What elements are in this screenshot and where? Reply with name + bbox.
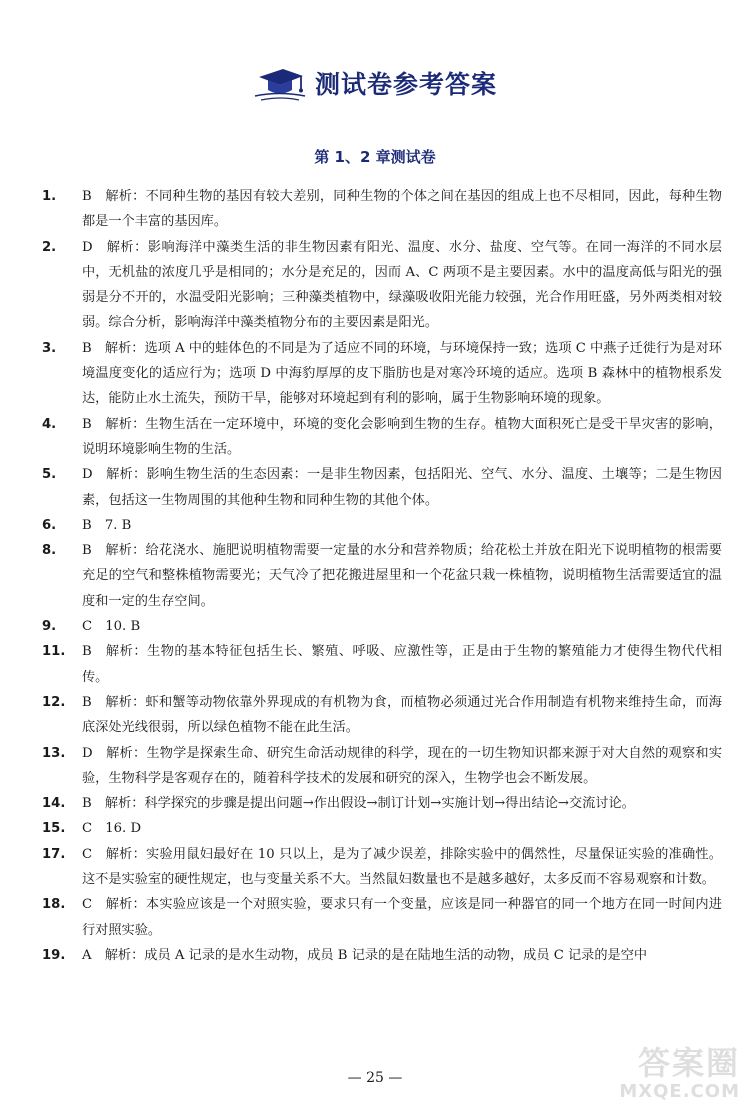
answer-number: 1. bbox=[42, 189, 57, 204]
page-header bbox=[0, 58, 750, 108]
answer-text: D 解析：影响生物生活的生态因素：一是非生物因素，包括阳光、空气、水分、温度、土壤等；二是生物因素，包括这一生物周围的其他种生物和同种生物的其他个体。 bbox=[82, 467, 722, 508]
answer-number: 18. bbox=[42, 897, 66, 913]
watermark-text: 答案圈 bbox=[637, 1044, 740, 1082]
section-title: 第 1、2 章测试卷 bbox=[314, 148, 436, 166]
answer-text: A 解析：成员 A 记录的是水生动物，成员 B 记录的是在陆地生活的动物，成员 C 记录的是空中 bbox=[82, 947, 648, 963]
answer-number: 6. bbox=[42, 517, 57, 533]
answer-number: 3. bbox=[42, 340, 57, 356]
answer-number: 12. bbox=[42, 694, 66, 710]
answer-number: 14. bbox=[42, 796, 66, 812]
answer-text: B 解析：给花浇水、施肥说明植物需要一定量的水分和营养物质；给花松土并放在阳光下说明植物的根需要充足的空气和整株植物需要光；天气冷了把花搬进屋里和一个花盆只栽一株植物，说明植物生活需要适宜的温度和一定的生存空间。 bbox=[82, 543, 722, 609]
answer-item bbox=[42, 892, 722, 943]
answer-item bbox=[42, 184, 722, 235]
answer-text: B 解析：选项 A 中的蛙体色的不同是为了适应不同的环境，与环境保持一致；选项 C 中燕子迁徙行为是对环境温度变化的适应行为；选项 D 中海豹厚厚的皮下脂肪也是对寒冷环境的适应。选项 B 森林中的植物根系发达，能防止水土流失，预防干旱，能够对环境起到有利的影响，属于生物影响环境的现象。 bbox=[82, 340, 722, 407]
answer-text: B 解析：科学探究的步骤是提出问题→作出假设→制订计划→实施计划→得出结论→交流讨论。 bbox=[82, 796, 635, 812]
answer-text: B 解析：生物生活在一定环境中，环境的变化会影响到生物的生存。植物大面积死亡是受干旱灾害的影响，说明环境影响生物的生活。 bbox=[82, 416, 722, 457]
answer-item bbox=[42, 336, 722, 412]
answer-number: 19. bbox=[42, 947, 66, 963]
answer-number: 13. bbox=[42, 745, 66, 761]
answer-text: C 解析：实验用鼠妇最好在 10 只以上，是为了减少误差，排除实验中的偶然性，尽量保证实验的准确性。这不是实验室的硬性规定，也与变量关系不大。当然鼠妇数量也不是越多越好，太多反而不容易观察和计数。 bbox=[82, 846, 722, 888]
answer-number: 2. bbox=[42, 239, 57, 255]
answer-text: B 7. B bbox=[82, 517, 132, 533]
answer-number: 15. bbox=[42, 821, 66, 837]
answer-item bbox=[42, 412, 722, 463]
answer-item bbox=[42, 513, 722, 538]
page-number: — 25 — bbox=[347, 1070, 403, 1086]
watermark-logo bbox=[612, 1038, 744, 1102]
answer-text: B 解析：生物的基本特征包括生长、繁殖、呼吸、应激性等，正是由于生物的繁殖能力才使得生物代代相传。 bbox=[82, 644, 722, 685]
answer-item bbox=[42, 538, 722, 614]
header-inner bbox=[253, 63, 497, 103]
answer-number: 8. bbox=[42, 543, 57, 559]
answer-item bbox=[42, 639, 722, 690]
answer-item bbox=[42, 614, 722, 639]
answer-text: B 解析：不同种生物的基因有较大差别，同种生物的个体之间在基因的组成上也不尽相同，因此，每种生物都是一个丰富的基因库。 bbox=[82, 189, 722, 230]
answer-item bbox=[42, 791, 722, 816]
answer-item bbox=[42, 462, 722, 513]
page-title: 测试卷参考答案 bbox=[314, 70, 497, 99]
answer-text: C 16. D bbox=[82, 821, 142, 837]
answer-item bbox=[42, 943, 722, 968]
answer-number: 9. bbox=[42, 619, 57, 635]
answer-item bbox=[42, 235, 722, 336]
answer-number: 4. bbox=[42, 416, 57, 432]
answer-text: C 解析：本实验应该是一个对照实验，要求只有一个变量，应该是同一种器官的同一个地方在同一时间内进行对照实验。 bbox=[82, 897, 722, 938]
answer-text: D 解析：生物学是探索生命、研究生命活动规律的科学，现在的一切生物知识都来源于对大自然的观察和实验，生物科学是客观存在的，随着科学技术的发展和研究的深入，生物学也会不断发展。 bbox=[82, 745, 722, 786]
answer-item bbox=[42, 741, 722, 792]
answer-number: 17. bbox=[42, 846, 66, 862]
answer-text: C 10. B bbox=[82, 619, 141, 635]
answer-item bbox=[42, 690, 722, 741]
answer-text: B 解析：虾和蟹等动物依靠外界现成的有机物为食，而植物必须通过光合作用制造有机物来维持生命，而海底深处光线很弱，所以绿色植物不能在此生活。 bbox=[82, 694, 722, 736]
watermark-url: MXQE.COM bbox=[619, 1081, 740, 1102]
answer-number: 5. bbox=[42, 467, 57, 483]
answer-text: D 解析：影响海洋中藻类生活的非生物因素有阳光、温度、水分、盐度、空气等。在同一海洋的不同水层中，无机盐的浓度几乎是相同的；水分是充足的，因而 A、C 两项不是主要因素。水中的温度高低与阳光的强弱是分不开的，水温受阳光影响；三种藻类植物中，绿藻吸收阳光能力较强，光合作用旺盛，另外两类相对较弱。综合分析，影响海洋中藻类植物分布的主要因素是阳光。 bbox=[82, 239, 722, 331]
graduation-cap-icon bbox=[253, 63, 307, 103]
answer-item bbox=[42, 842, 722, 893]
answer-list bbox=[42, 184, 722, 968]
answer-number: 11. bbox=[42, 644, 66, 660]
answer-item bbox=[42, 816, 722, 841]
